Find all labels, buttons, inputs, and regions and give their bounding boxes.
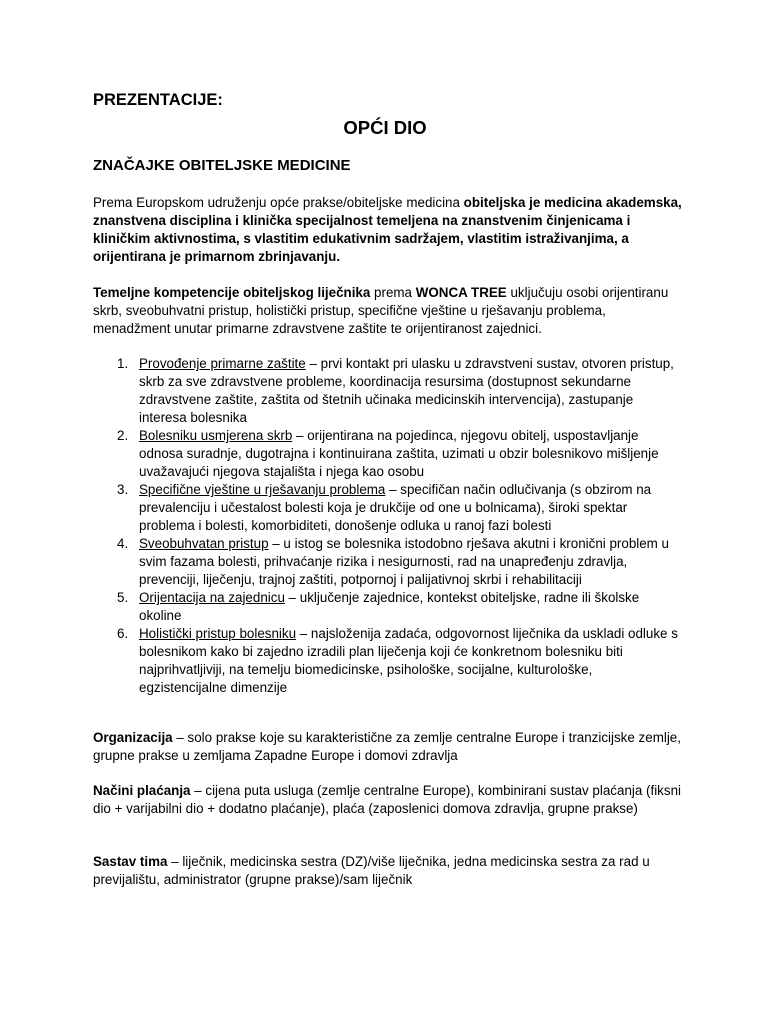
placanje-paragraph (93, 782, 683, 818)
list-item (93, 355, 683, 427)
competencies-plain-2: uključuju osobi orijentiranu skrb, sveobuhvatni pristup, holistički pristup, specifične vještine u rješavanju problema, menadžment unutar primarne zdravstvene zaštite te orijentiranost zajednici. (93, 285, 669, 336)
list-item-title: Orijentacija na zajednicu (139, 590, 285, 605)
competencies-plain-1: prema (370, 285, 416, 300)
tim-text: – liječnik, medicinska sestra (DZ)/više liječnika, jedna medicinska sestra za rad u previjalištu, administrator (grupne prakse)/sam liječnik (93, 854, 650, 887)
list-item-title: Provođenje primarne zaštite (139, 356, 306, 371)
intro-plain: Prema Europskom udruženju opće prakse/obiteljske medicina (93, 195, 464, 210)
list-item (93, 589, 683, 625)
heading-znacajke: ZNAČAJKE OBITELJSKE MEDICINE (93, 157, 351, 174)
list-number: 2. (117, 428, 129, 443)
list-number: 6. (117, 626, 129, 641)
heading-prezentacije: PREZENTACIJE: (93, 91, 223, 109)
list-item (93, 625, 683, 697)
intro-paragraph (93, 194, 683, 266)
competencies-bold-2: WONCA TREE (415, 285, 507, 300)
list-item-text: – uključenje zajednice, kontekst obiteljske, radne ili školske okoline (139, 590, 640, 623)
list-item-text: – najsloženija zadaća, odgovornost liječnika da uskladi odluke s bolesnikom kako bi zajedno izradili plan liječenja koji će konkretnom bolesniku biti najprihvatljiviji, na temelju biomedicinske, psihološke, socijalne, kulturološke, egzistencijalne dimenzije (139, 626, 678, 695)
heading-opci-dio: OPĆI DIO (343, 117, 427, 138)
list-item-title: Bolesniku usmjerena skrb (139, 428, 293, 443)
organizacija-text: – solo prakse koje su karakteristične za zemlje centralne Europe i tranzicijske zemlje, grupne prakse u zemljama Zapadne Europe i domovi zdravlja (93, 730, 681, 763)
competencies-list (93, 355, 683, 697)
list-number: 4. (117, 536, 129, 551)
list-item (93, 427, 683, 481)
organizacija-paragraph (93, 729, 683, 765)
list-item (93, 535, 683, 589)
tim-label: Sastav tima (93, 854, 168, 869)
placanje-label: Načini plaćanja (93, 783, 191, 798)
competencies-paragraph (93, 284, 683, 338)
list-item-text: – specifičan način odlučivanja (s obzirom na prevalenciju i učestalost bolesti koja je drukčije od one u bolnicama), široki spektar problema i bolesti, komorbiditeti, donošenje odluka u ranoj fazi bolesti (139, 482, 652, 533)
placanje-text: – cijena puta usluga (zemlje centralne Europe), kombinirani sustav plaćanja (fiksni dio + varijabilni dio + dodatno plaćanje), plaća (zaposlenici domova zdravlja, grupne prakse) (93, 783, 681, 816)
intro-bold: obiteljska je medicina akademska, znanstvena disciplina i klinička specijalnost temeljena na znanstvenim činjenicama i kliničkim aktivnostima, s vlastitim edukativnim sadržajem, vlastitim istraživanjima, a orijentirana je primarnom zbrinjavanju. (93, 195, 682, 264)
list-item-title: Holistički pristup bolesniku (139, 626, 297, 641)
list-item-title: Sveobuhvatan pristup (139, 536, 269, 551)
list-number: 3. (117, 482, 129, 497)
list-item-text: – orijentirana na pojedinca, njegovu obitelj, uspostavljanje odnosa suradnje, dugotrajna i kontinuirana zaštita, uzimati u obzir bolesnikovo mišljenje uvažavajući njegova stajališta i njega kao osobu (139, 428, 659, 479)
list-item-title: Specifične vještine u rješavanju problema (139, 482, 386, 497)
list-number: 1. (117, 356, 129, 371)
list-item-text: – u istog se bolesnika istodobno rješava akutni i kronični problem u svim fazama bolesti, prihvaćanje rizika i nesigurnosti, rad na unapređenju zdravlja, prevenciji, liječenju, trajnoj zaštiti, potpornoj i palijativnoj skrbi i rehabilitaciji (139, 536, 670, 587)
list-number: 5. (117, 590, 129, 605)
tim-paragraph (93, 853, 683, 889)
competencies-bold-1: Temeljne kompetencije obiteljskog liječnika (93, 285, 371, 300)
organizacija-label: Organizacija (93, 730, 173, 745)
list-item-text: – prvi kontakt pri ulasku u zdravstveni sustav, otvoren pristup, skrb za sve zdravstvene probleme, koordinacija resursima (dostupnost sekundarne zdravstvene zaštite, zaštita od štetnih učinaka medicinskih intervencija), zastupanje interesa bolesnika (139, 356, 674, 425)
list-item (93, 481, 683, 535)
